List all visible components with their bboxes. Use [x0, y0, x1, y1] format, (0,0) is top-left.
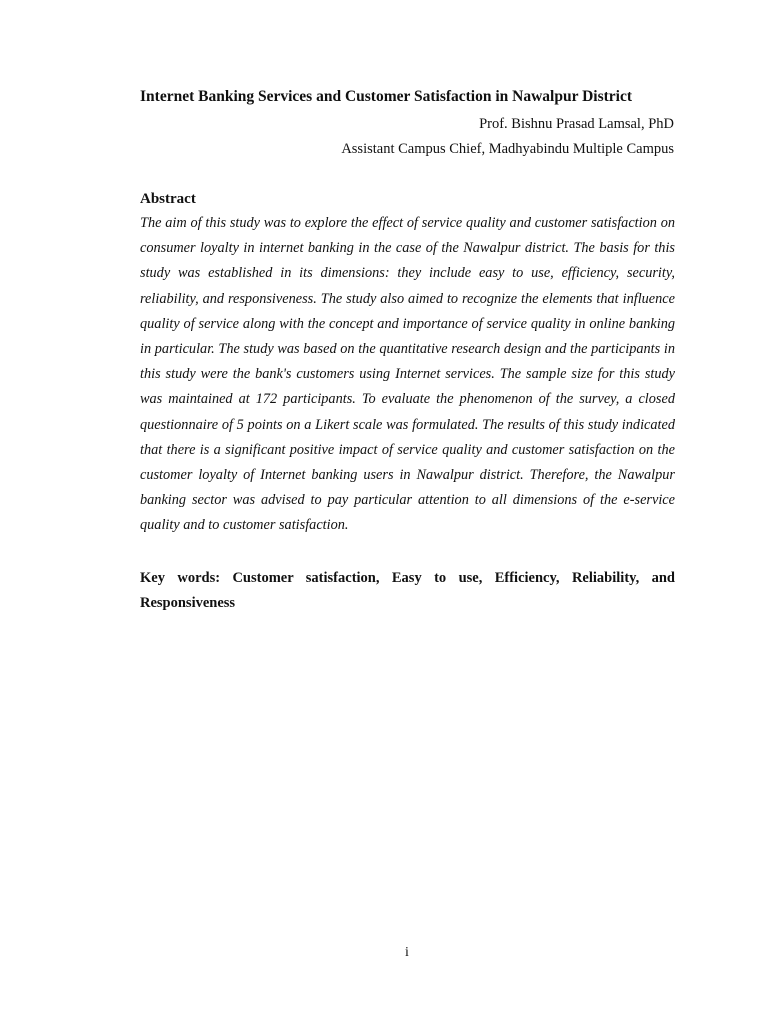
keywords: Key words: Customer satisfaction, Easy to use, Efficiency, Reliability, and Responsiveness	[140, 570, 675, 611]
author-affiliation: Assistant Campus Chief, Madhyabindu Multiple Campus	[341, 141, 674, 157]
abstract-heading: Abstract	[140, 191, 196, 207]
abstract-text: The aim of this study was to explore the effect of service quality and customer satisfaction on consumer loyalty in internet banking in the case of the Nawalpur district. The basis for this study was established in its dimensions: they include easy to use, efficiency, security, reliability, and responsiveness. The study also aimed to recognize the elements that influence quality of service along with the concept and importance of service quality in online banking in particular. The study was based on the quantitative research design and the participants in this study were the bank's customers using Internet services. The sample size for this study was maintained at 172 participants. To evaluate the phenomenon of the survey, a closed questionnaire of 5 points on a Likert scale was formulated. The results of this study indicated that there is a significant positive impact of service quality and customer satisfaction on the customer loyalty of Internet banking users in Nawalpur district. Therefore, the Nawalpur banking sector was advised to pay particular attention to all dimensions of the e-service quality and to customer satisfaction.	[140, 215, 675, 534]
paper-title: Internet Banking Services and Customer Satisfaction in Nawalpur District	[140, 88, 632, 105]
author-name: Prof. Bishnu Prasad Lamsal, PhD	[479, 116, 674, 132]
page-number: i	[405, 945, 409, 960]
